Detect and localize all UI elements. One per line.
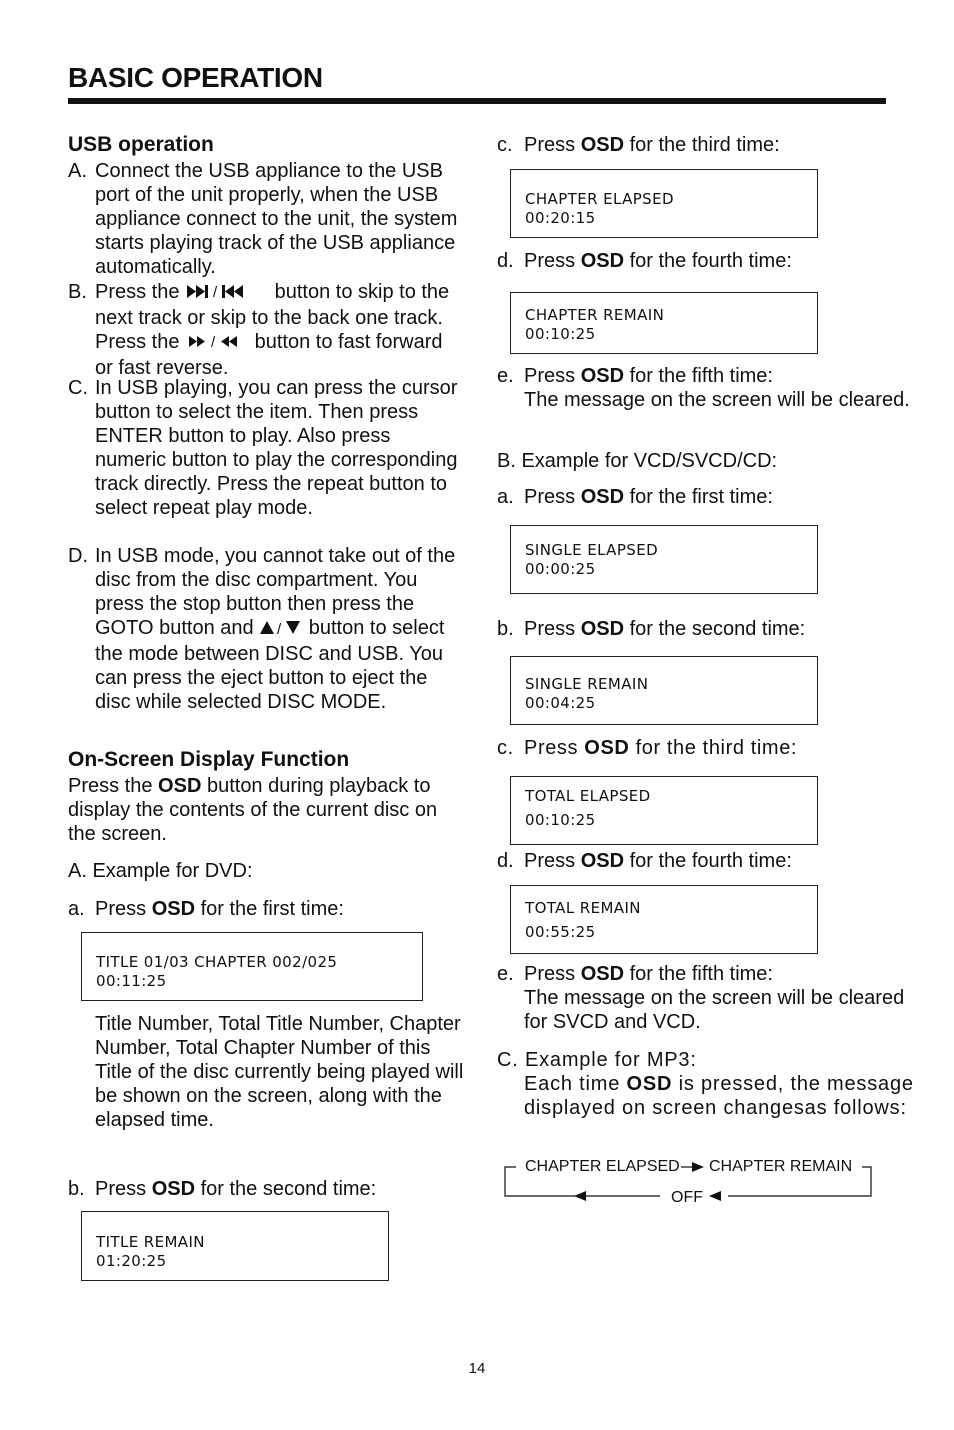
- usb-item-c: [68, 376, 458, 520]
- osd-intro-bold: OSD: [158, 775, 202, 797]
- page-heading: BASIC OPERATION: [68, 62, 323, 93]
- mp3-pre: Each time: [524, 1073, 621, 1095]
- mp3-bold: OSD: [626, 1073, 673, 1095]
- press-text: Press: [524, 486, 576, 508]
- vcd-step-e-label: e.: [497, 963, 514, 985]
- usb-item-b-pre: Press the: [95, 281, 180, 303]
- usb-section-title: USB operation: [68, 133, 214, 156]
- press-text: Press: [524, 618, 576, 640]
- vcd-step-a-suffix: for the first time:: [629, 486, 773, 508]
- vcd-step-c-suffix: for the third time:: [635, 737, 798, 759]
- osd-text: OSD: [580, 963, 625, 985]
- dvd-step-a-label: a.: [68, 898, 85, 920]
- dvd-step-e-suffix: for the fifth time:: [629, 365, 773, 387]
- usb-item-d-post: button to select the mode between DISC and USB. You can press the eject button to eject the disc while selected DISC MODE.: [95, 617, 445, 713]
- osd-section-title: On-Screen Display Function: [68, 748, 350, 771]
- osd-box-line2: 00:10:25: [525, 811, 596, 829]
- usb-item-d: [68, 544, 458, 714]
- osd-box-line1: TOTAL ELAPSED: [525, 787, 651, 805]
- osd-text: OSD: [151, 898, 196, 920]
- osd-box-line1: CHAPTER ELAPSED: [525, 190, 674, 208]
- vcd-step-c: [497, 736, 917, 760]
- osd-text: OSD: [584, 737, 630, 759]
- osd-box-line2: 01:20:25: [96, 1252, 167, 1270]
- osd-screen-box: [510, 292, 818, 354]
- press-text: Press: [95, 898, 147, 920]
- vcd-step-c-label: c.: [497, 737, 514, 759]
- dvd-step-a-description: Title Number, Total Title Number, Chapter Number, Total Chapter Number of this Title of the disc currently being played will be shown on the screen, along with the elapsed time.: [95, 1013, 464, 1131]
- osd-screen-box: [510, 885, 818, 954]
- osd-box-line2: 00:11:25: [96, 972, 167, 990]
- usb-item-a: [68, 159, 458, 279]
- usb-item-c-text: In USB playing, you can press the cursor button to select the item. Then press ENTER button to play. Also press numeric button to play the corresponding track directly. Press the repeat button to select repeat play mode.: [95, 377, 458, 519]
- osd-text: OSD: [580, 250, 625, 272]
- press-text: Press: [524, 963, 576, 985]
- vcd-step-b-label: b.: [497, 618, 514, 640]
- dvd-step-d: [497, 249, 917, 273]
- usb-item-b-label: B.: [68, 281, 87, 303]
- usb-item-d-text: [68, 544, 458, 714]
- dvd-step-a-suffix: for the first time:: [200, 898, 344, 920]
- press-text: Press: [95, 1178, 147, 1200]
- usb-item-d-pre: In USB mode, you cannot take out of the disc from the disc compartment. You press the stop button then press the GOTO button and: [95, 545, 456, 639]
- dvd-step-b-label: b.: [68, 1178, 85, 1200]
- osd-intro: [68, 774, 458, 846]
- osd-screen-box: [81, 932, 423, 1001]
- mp3-post: is pressed, the message displayed on screen changesas follows:: [524, 1073, 914, 1119]
- press-text: Press: [524, 365, 576, 387]
- vcd-example-label: B. Example for VCD/SVCD/CD:: [497, 450, 778, 472]
- osd-box-line1: SINGLE ELAPSED: [525, 541, 659, 559]
- mp3-example-label: C. Example for MP3:: [497, 1049, 697, 1071]
- dvd-example-label: A. Example for DVD:: [68, 860, 253, 882]
- osd-box-line2: 00:04:25: [525, 694, 596, 712]
- heading-rule: [68, 98, 886, 104]
- osd-box-line2: 00:00:25: [525, 560, 596, 578]
- dvd-step-c-label: c.: [497, 134, 513, 156]
- dvd-step-d-label: d.: [497, 250, 514, 272]
- osd-box-line1: TITLE 01/03 CHAPTER 002/025: [96, 953, 338, 971]
- vcd-step-d: [497, 849, 917, 873]
- vcd-step-e-description: The message on the screen will be cleared for SVCD and VCD.: [524, 987, 905, 1033]
- vcd-step-d-label: d.: [497, 850, 514, 872]
- up-down-arrow-icon: [259, 618, 303, 642]
- press-text: Press: [524, 737, 579, 759]
- page-number: 14: [468, 1360, 486, 1377]
- usb-item-b-text: [68, 280, 458, 380]
- press-text: Press: [524, 850, 576, 872]
- osd-screen-box: [81, 1211, 389, 1281]
- osd-box-line2: 00:10:25: [525, 325, 596, 343]
- svg-text:/: /: [213, 284, 218, 300]
- osd-text: OSD: [580, 134, 625, 156]
- svg-text:/: /: [277, 621, 282, 636]
- dvd-step-c-suffix: for the third time:: [629, 134, 780, 156]
- dvd-step-e: [497, 364, 917, 412]
- usb-item-c-label: C.: [68, 377, 88, 399]
- vcd-step-d-suffix: for the fourth time:: [629, 850, 792, 872]
- osd-intro-pre: Press the: [68, 775, 153, 797]
- press-text: Press: [524, 250, 576, 272]
- dvd-step-b-suffix: for the second time:: [200, 1178, 377, 1200]
- dvd-step-a: [68, 897, 458, 921]
- osd-text: OSD: [580, 850, 625, 872]
- next-prev-track-icon: [185, 282, 269, 306]
- mp3-example: [497, 1048, 917, 1120]
- osd-screen-box: [510, 776, 818, 845]
- usb-item-a-text: Connect the USB appliance to the USB port of the unit properly, when the USB appliance connect to the unit, the system starts playing track of the USB appliance automatically.: [95, 160, 458, 278]
- vcd-step-e: [497, 962, 917, 1034]
- usb-item-b: [68, 280, 458, 380]
- osd-screen-box: [510, 525, 818, 594]
- fast-forward-reverse-icon: [185, 332, 249, 356]
- osd-text: OSD: [580, 486, 625, 508]
- vcd-step-b-suffix: for the second time:: [629, 618, 806, 640]
- osd-box-line1: SINGLE REMAIN: [525, 675, 649, 693]
- osd-box-line2: 00:55:25: [525, 923, 596, 941]
- osd-box-line1: TOTAL REMAIN: [525, 899, 641, 917]
- osd-screen-box: [510, 169, 818, 238]
- dvd-step-c: [497, 133, 917, 157]
- usb-item-b-post: button to fast forward or fast reverse.: [95, 331, 443, 379]
- vcd-step-a-label: a.: [497, 486, 514, 508]
- osd-text: OSD: [580, 618, 625, 640]
- vcd-step-b: [497, 617, 917, 641]
- usb-item-a-label: A.: [68, 160, 87, 182]
- vcd-step-a: [497, 485, 917, 509]
- usb-item-d-label: D.: [68, 545, 88, 567]
- osd-text: OSD: [580, 365, 625, 387]
- osd-text: OSD: [151, 1178, 196, 1200]
- osd-box-line1: TITLE REMAIN: [96, 1233, 205, 1251]
- dvd-step-e-description: The message on the screen will be cleared.: [524, 389, 910, 411]
- svg-text:/: /: [211, 334, 216, 350]
- osd-box-line1: CHAPTER REMAIN: [525, 306, 665, 324]
- dvd-step-e-label: e.: [497, 365, 514, 387]
- dvd-step-b: [68, 1177, 458, 1201]
- usb-item-b-mid: button to skip to the next track or skip to the back one track. Press the: [95, 281, 450, 353]
- osd-intro-post: button during playback to display the contents of the current disc on the screen.: [68, 775, 438, 845]
- flow-chapter-remain: CHAPTER REMAIN: [709, 1158, 853, 1175]
- osd-screen-box: [510, 656, 818, 725]
- flow-off: OFF: [671, 1189, 703, 1206]
- flow-chapter-elapsed: CHAPTER ELAPSED: [525, 1158, 680, 1175]
- osd-box-line2: 00:20:15: [525, 209, 596, 227]
- vcd-step-e-suffix: for the fifth time:: [629, 963, 773, 985]
- press-text: Press: [524, 134, 576, 156]
- dvd-step-d-suffix: for the fourth time:: [629, 250, 792, 272]
